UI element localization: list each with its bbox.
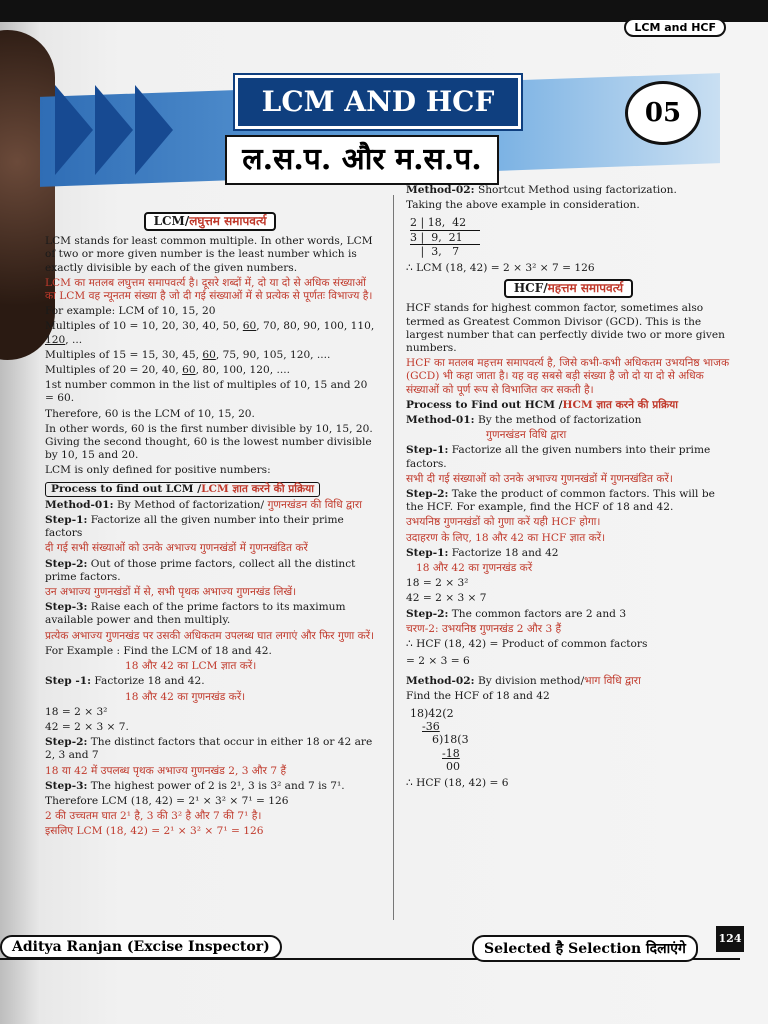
example-step-1: Step -1: Factorize 18 and 42. — [45, 675, 205, 688]
example-step-2: Step-2: The distinct factors that occur in either 18 or 42 are 2, 3 and 7 — [45, 736, 373, 762]
hcf-example-step-1-hindi: 18 और 42 का गुणनखंड करें — [416, 562, 533, 575]
hcf-step-1-hindi: सभी दी गई संख्याओं को उनके अभाज्य गुणनखंडों में गुणनखंडित करें। — [406, 472, 673, 485]
hcf-example-step-1: Step-1: Factorize 18 and 42 — [406, 546, 559, 559]
lcm-example-hindi: 18 और 42 का LCM ज्ञात करें। — [125, 660, 257, 673]
hcf-factor-42: 42 = 2 × 3 × 7 — [406, 592, 487, 605]
division-row: 00 — [446, 759, 460, 773]
ladder-row: 3 | 9, 21 — [410, 230, 480, 244]
footer-author: Aditya Ranjan (Excise Inspector) — [0, 935, 282, 959]
lcm-final-hindi: इसलिए LCM (18, 42) = 2¹ × 3² × 7¹ = 126 — [45, 825, 264, 838]
lcm-step-3-hindi: प्रत्येक अभाज्य गुणनखंड पर उसकी अधिकतम उपलब्ध घात लगाएं और फिर गुणा करें। — [45, 629, 375, 642]
example-step-3: Step-3: The highest power of 2 is 2¹, 3 is 3² and 7 is 7¹. — [45, 779, 345, 792]
hcf-method-01: Method-01: By the method of factorization — [406, 414, 642, 427]
lcm-heading: LCM/लघुत्तम समापवर्त्य — [144, 212, 277, 231]
ladder-row: 2 | 18, 42 — [410, 216, 467, 230]
hcf-example-hindi: उदाहरण के लिए, 18 और 42 का HCF ज्ञात करें। — [406, 531, 606, 544]
page-number: 124 — [716, 926, 744, 952]
division-row: -36 — [422, 720, 440, 734]
left-column — [45, 208, 375, 841]
hcf-definition-hindi: HCF का मतलब महत्तम समापवर्त्य है, जिसे कभी-कभी अधिकतम उभयनिष्ठ भाजक (GCD) भी कहा जाता है। यह वह सबसे बड़ी संख्या है जो दो या दो से अधिक संख्याओं को पूर्ण रूप से विभाजित कर सकती है। — [406, 357, 730, 396]
division-row: 6)18(3 — [432, 733, 469, 747]
hcf-factor-18: 18 = 2 × 3² — [406, 577, 469, 590]
lcm-example: For Example : Find the LCM of 18 and 42. — [45, 644, 272, 657]
chevron-icon — [95, 85, 133, 175]
lcm-definition-hindi: LCM का मतलब लघुत्तम समापवर्त्य है। दूसरे शब्दों में, दो या दो से अधिक संख्याओं का LCM वह न्यूनतम संख्या है जो दी गई संख्याओं में से प्रत्येक से पूर्णतः विभाज्य है। — [45, 276, 373, 303]
division-row: -18 — [442, 746, 460, 760]
ladder-row: | 3, 7 — [410, 244, 480, 258]
positive-note: LCM is only defined for positive numbers: — [45, 464, 271, 477]
hcf-example-step-2-hindi: चरण-2: उभयनिष्ठ गुणनखंड 2 और 3 हैं — [406, 622, 562, 635]
division-row: 18)42(2 — [410, 706, 454, 720]
multiples-20: Multiples of 20 = 20, 40, 60, 80, 100, 120, .... — [45, 364, 290, 377]
hcf-division-prompt: Find the HCF of 18 and 42 — [406, 689, 550, 702]
hcf-definition: HCF stands for highest common factor, sometimes also termed as Greatest Common Divisor (GCD). This is the largest number that can perfectly divide two or more given numbers. — [406, 302, 725, 355]
lcm-step-1-hindi: दी गई सभी संख्याओं को उनके अभाज्य गुणनखंडों में गुणनखंडित करें — [45, 542, 308, 555]
hcf-step-2: Step-2: Take the product of common factors. This will be the HCF. For example, find the HCF of 18 and 42. — [406, 488, 715, 514]
example-step-1-hindi: 18 और 42 का गुणनखंड करें। — [125, 690, 246, 703]
therefore-line: Therefore, 60 is the LCM of 10, 15, 20. — [45, 407, 255, 420]
chapter-number: 05 — [625, 81, 701, 145]
hcf-heading: HCF/महत्तम समापवर्त्य — [504, 279, 633, 298]
column-divider — [393, 195, 394, 920]
chevron-icon — [55, 85, 93, 175]
lcm-method-02-note: Taking the above example in consideration. — [406, 199, 640, 212]
chapter-title: LCM AND HCF — [235, 75, 521, 129]
division-ladder — [410, 216, 731, 258]
hcf-process-heading: Process to Find out HCM /HCM ज्ञात करने की प्रक्रिया — [406, 398, 679, 411]
lcm-step-2-hindi: उन अभाज्य गुणनखंडों में से, सभी पृथक अभाज्य गुणनखंड लिखें। — [45, 586, 297, 599]
lcm-method-01: Method-01: By Method of factorization/ गुणनखंडन की विधि द्वारा — [45, 498, 362, 511]
factor-18: 18 = 2 × 3² — [45, 705, 108, 718]
hcf-step-1: Step-1: Factorize all the given numbers into their prime factors. — [406, 444, 711, 470]
hcf-product: ∴ HCF (18, 42) = Product of common factors — [406, 638, 648, 651]
first-common: 1st number common in the list of multiples of 10, 15 and 20 = 60. — [45, 379, 368, 405]
lcm-result-hindi: 2 की उच्चतम घात 2¹ है, 3 की 3² है और 7 की 7¹ है। — [45, 810, 262, 823]
lcm-step-2: Step-2: Out of those prime factors, collect all the distinct prime factors. — [45, 557, 356, 583]
hcf-method-02: Method-02: By division method/भाग विधि द्वारा — [406, 674, 641, 687]
multiples-15: Multiples of 15 = 15, 30, 45, 60, 75, 90, 105, 120, .... — [45, 348, 331, 361]
hcf-final-result: ∴ HCF (18, 42) = 6 — [406, 776, 509, 789]
hcf-equation: = 2 × 3 = 6 — [406, 655, 470, 668]
hcf-example-step-2: Step-2: The common factors are 2 and 3 — [406, 607, 627, 620]
factor-42: 42 = 2 × 3 × 7. — [45, 720, 129, 733]
lcm-step-1: Step-1: Factorize all the given number into their prime factors — [45, 514, 344, 540]
other-words: In other words, 60 is the first number divisible by 10, 15, 20. Giving the second thought, 60 is the lowest number divisible by 10, 15 and 20. — [45, 422, 373, 462]
example-line: For example: LCM of 10, 15, 20 — [45, 305, 216, 318]
hcf-method-01-hindi: गुणनखंडन विधि द्वारा — [486, 429, 567, 442]
lcm-method-02: Method-02: Shortcut Method using factorization. — [406, 184, 677, 196]
hcf-step-2-hindi: उभयनिष्ठ गुणनखंडों को गुणा करें यही HCF होगा। — [406, 516, 601, 529]
footer-slogan: Selected है Selection दिलाएंगे — [472, 935, 698, 962]
lcm-shortcut-result: ∴ LCM (18, 42) = 2 × 3² × 7 = 126 — [406, 262, 595, 275]
lcm-process-heading: Process to find out LCM /LCM ज्ञात करने की प्रक्रिया — [45, 482, 320, 497]
multiples-10: Multiples of 10 = 10, 20, 30, 40, 50, 60, 70, 80, 90, 100, 110, 120, ... — [45, 320, 375, 346]
lcm-definition: LCM stands for least common multiple. In other words, LCM of two or more given number is the least number which is exactly divisible by each of the given numbers. — [45, 235, 373, 274]
topic-tag: LCM and HCF — [624, 18, 726, 37]
right-column — [406, 184, 731, 792]
lcm-step-3: Step-3: Raise each of the prime factors to its maximum available power and then multiply. — [45, 601, 346, 627]
example-step-2-hindi: 18 या 42 में उपलब्ध पृथक अभाज्य गुणनखंड 2, 3 और 7 हैं — [45, 764, 287, 777]
long-division — [410, 707, 731, 773]
lcm-result: Therefore LCM (18, 42) = 2¹ × 3² × 7¹ = 126 — [45, 794, 289, 807]
chapter-banner — [40, 55, 720, 190]
chapter-title-hindi: ल.स.प. और म.स.प. — [225, 135, 499, 185]
chevron-icon — [135, 85, 173, 175]
